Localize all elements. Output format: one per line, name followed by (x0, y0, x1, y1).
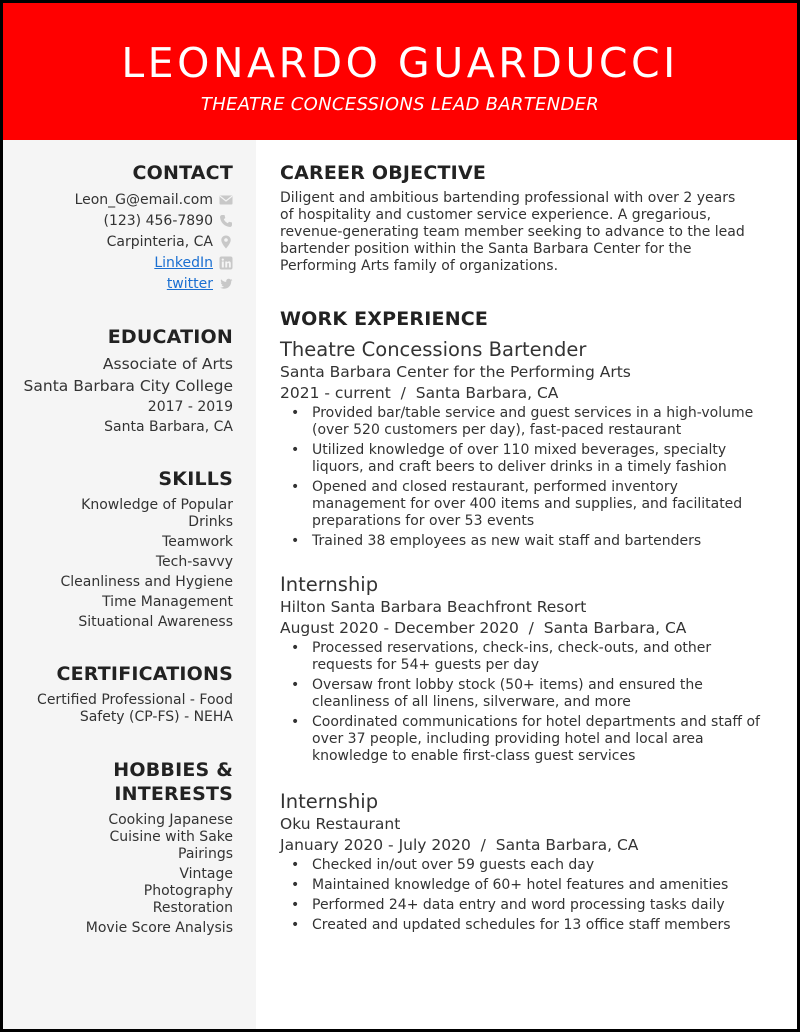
job-meta: August 2020 - December 2020 / Santa Barbara, CA (280, 619, 687, 637)
bullet-item: • Opened and closed restaurant, performed inventory management for over 400 items and supplies, and facilitated preparations for over 53 events (280, 479, 760, 530)
contact-location: Carpinteria, CA (106, 233, 213, 250)
skill-item: Cleanliness and Hygiene (60, 574, 233, 590)
objective-text: Diligent and ambitious bartending professional with over 2 years of hospitality and customer service experience. A gregarious, revenue-generating team member seeking to advance to the lead bartender position within the Santa Barbara Center for the Performing Arts family of organizations. (280, 190, 745, 274)
hobbies-heading-line1: HOBBIES & (113, 759, 233, 781)
contact-section (13, 161, 233, 294)
phone-icon (219, 214, 233, 228)
linkedin-link[interactable]: LinkedIn (154, 254, 213, 271)
job-title: Internship (280, 573, 379, 596)
candidate-title: THEATRE CONCESSIONS LEAD BARTENDER (200, 94, 600, 115)
job-entry (280, 572, 760, 768)
bullet-item: • Provided bar/table service and guest services in a high-volume (over 520 customers per day), fast-paced restaurant (280, 405, 760, 439)
bullet-item: • Utilized knowledge of over 110 mixed beverages, specialty liquors, and craft beers to deliver drinks in a timely fashion (280, 442, 760, 476)
bullet-item: • Trained 38 employees as new wait staff and bartenders (280, 533, 760, 550)
envelope-icon (219, 193, 233, 207)
job-title: Theatre Concessions Bartender (280, 338, 587, 361)
job-bullets (280, 857, 760, 934)
experience-heading: WORK EXPERIENCE (280, 308, 489, 330)
contact-phone-row (13, 210, 233, 231)
bullet-item: • Processed reservations, check-ins, check-outs, and other requests for 54+ guests per day (280, 640, 760, 674)
bullet-item: • Coordinated communications for hotel departments and staff of over 37 people, including providing hotel and local area knowledge to enable first-class guest services (280, 714, 760, 765)
sidebar (3, 140, 256, 1029)
education-section (13, 325, 233, 437)
contact-twitter-row (13, 273, 233, 294)
resume-page (3, 3, 797, 1029)
education-degree: Associate of Arts (102, 355, 233, 373)
job-company: Hilton Santa Barbara Beachfront Resort (280, 598, 587, 616)
contact-heading: CONTACT (132, 162, 233, 184)
objective-heading: CAREER OBJECTIVE (280, 162, 487, 184)
resume-header (3, 3, 797, 140)
skill-item: Time Management (102, 594, 233, 610)
job-bullets (280, 640, 760, 765)
job-meta: January 2020 - July 2020 / Santa Barbara, CA (280, 836, 639, 854)
contact-phone[interactable]: (123) 456-7890 (103, 212, 213, 229)
job-entry (280, 789, 760, 937)
hobbies-heading-line2: INTERESTS (114, 783, 233, 805)
bullet-item: • Performed 24+ data entry and word processing tasks daily (280, 897, 760, 914)
education-school: Santa Barbara City College (23, 377, 233, 395)
job-company: Santa Barbara Center for the Performing Arts (280, 363, 631, 381)
contact-email[interactable]: Leon_G@email.com (74, 191, 213, 208)
skill-item: Tech-savvy (155, 554, 233, 570)
education-years: 2017 - 2019 (147, 399, 233, 415)
bullet-item: • Created and updated schedules for 13 office staff members (280, 917, 760, 934)
job-meta: 2021 - current / Santa Barbara, CA (280, 384, 559, 402)
certifications-heading: CERTIFICATIONS (56, 663, 233, 685)
certification-item: Certified Professional - Food Safety (CP-FS) - NEHA (37, 692, 233, 725)
skills-section (13, 467, 233, 634)
skill-item: Teamwork (162, 534, 233, 550)
linkedin-icon (219, 256, 233, 270)
job-title: Internship (280, 790, 379, 813)
job-company: Oku Restaurant (280, 815, 401, 833)
map-pin-icon (219, 235, 233, 249)
candidate-name: LEONARDO GUARDUCCI (121, 39, 679, 87)
skills-heading: SKILLS (158, 468, 233, 490)
twitter-icon (219, 277, 233, 291)
hobby-item: Cooking Japanese Cuisine with Sake Pairings (108, 812, 233, 862)
hobby-item: Vintage Photography Restoration (143, 866, 233, 916)
bullet-item: • Oversaw front lobby stock (50+ items) and ensured the cleanliness of all linens, silverware, and more (280, 677, 760, 711)
certifications-section (13, 662, 233, 729)
education-heading: EDUCATION (107, 326, 233, 348)
education-location: Santa Barbara, CA (104, 419, 233, 435)
twitter-link[interactable]: twitter (166, 275, 213, 292)
skill-item: Knowledge of Popular Drinks (81, 497, 233, 530)
bullet-item: • Maintained knowledge of 60+ hotel features and amenities (280, 877, 760, 894)
job-entry (280, 337, 760, 553)
hobby-item: Movie Score Analysis (85, 920, 233, 936)
bullet-item: • Checked in/out over 59 guests each day (280, 857, 760, 874)
hobbies-section (13, 758, 233, 940)
contact-email-row (13, 189, 233, 210)
skill-item: Situational Awareness (78, 614, 233, 630)
contact-linkedin-row (13, 252, 233, 273)
job-bullets (280, 405, 760, 550)
contact-location-row (13, 231, 233, 252)
